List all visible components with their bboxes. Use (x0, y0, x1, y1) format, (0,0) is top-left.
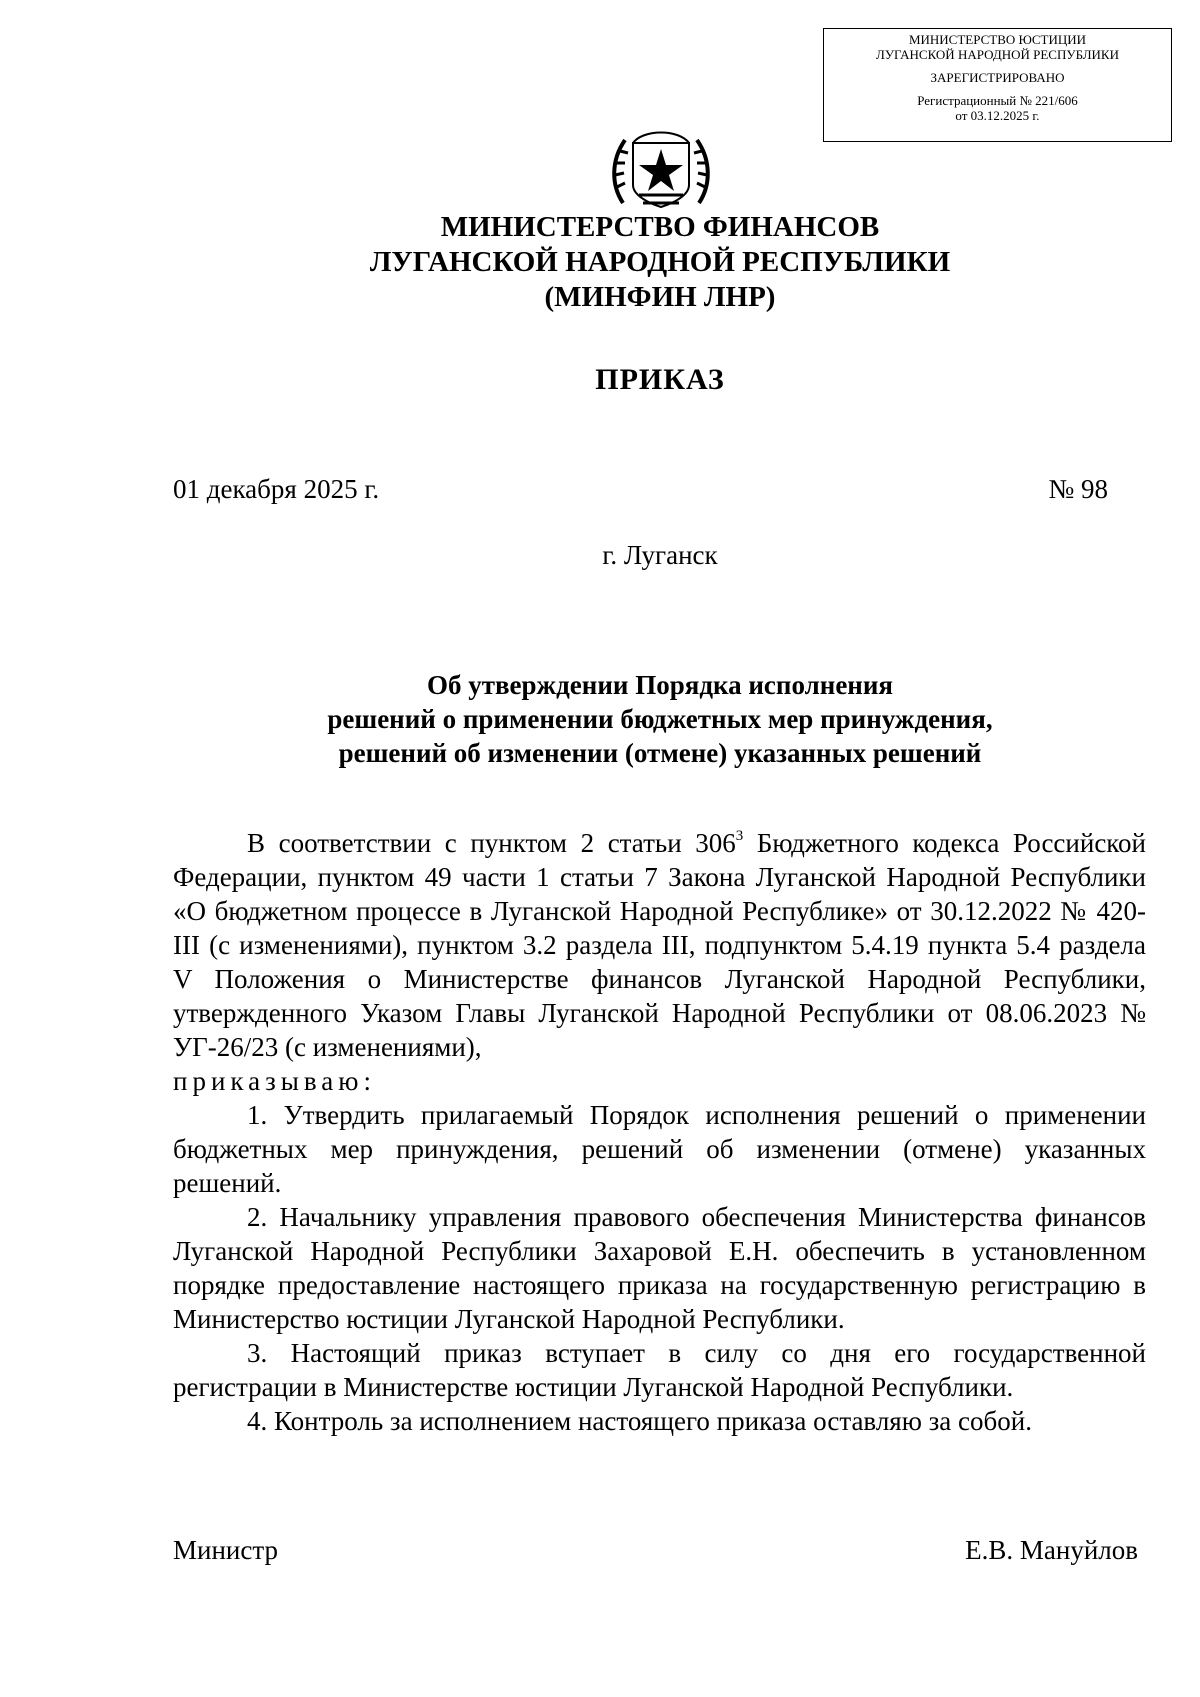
order-item-2: 2. Начальнику управления правового обеспечения Министерства финансов Луганской Народной Республики Захаровой Е.Н. обеспечить в установленном порядке предоставление настоящего приказа на государственную регистрацию в Министерство юстиции Луганской Народной Республики. (173, 1202, 1146, 1334)
order-subject (0, 668, 1200, 770)
registration-stamp (823, 28, 1172, 142)
header-line-2: ЛУГАНСКОЙ НАРОДНОЙ РЕСПУБЛИКИ (369, 246, 951, 278)
stamp-line-1: МИНИСТЕРСТВО ЮСТИЦИИ (908, 32, 1087, 47)
ministry-header (0, 210, 1200, 315)
stamp-status: ЗАРЕГИСТРИРОВАНО (930, 70, 1065, 85)
header-line-1: МИНИСТЕРСТВО ФИНАНСОВ (440, 211, 880, 243)
subject-line-2: решений о применении бюджетных мер принуждения, (327, 704, 993, 734)
subject-line-3: решений об изменении (отмене) указанных решений (338, 738, 982, 768)
order-city: г. Луганск (602, 540, 718, 570)
order-item-1: 1. Утвердить прилагаемый Порядок исполнения решений о применении бюджетных мер принуждения, решений об изменении (отмене) указанных решений. (173, 1100, 1146, 1198)
order-item-4: 4. Контроль за исполнением настоящего приказа оставляю за собой. (247, 1406, 1032, 1436)
stamp-reg-number: Регистрационный № 221/606 (917, 93, 1078, 108)
signatory-position: Министр (173, 1535, 278, 1565)
document-type-title: ПРИКАЗ (595, 363, 725, 396)
order-item-3: 3. Настоящий приказ вступает в силу со дня его государственной регистрации в Министерстве юстиции Луганской Народной Республики. (173, 1338, 1146, 1402)
article-superscript: 3 (735, 828, 744, 844)
preamble-part-1: В соответствии с пунктом 2 статьи 306 (247, 828, 736, 858)
coat-of-arms-icon (603, 125, 719, 213)
order-number: № 98 (1048, 474, 1108, 504)
preamble-paragraph (173, 826, 1146, 1064)
signatory-name: Е.В. Мануйлов (965, 1535, 1138, 1565)
order-word: приказываю: (173, 1066, 376, 1096)
order-body (173, 826, 1146, 1438)
stamp-reg-date: от 03.12.2025 г. (955, 108, 1040, 123)
stamp-line-2: ЛУГАНСКОЙ НАРОДНОЙ РЕСПУБЛИКИ (876, 47, 1119, 62)
preamble-part-2: Бюджетного кодекса Российской Федерации, пунктом 49 части 1 статьи 7 Закона Луганской Народной Республики «О бюджетном процессе в Луганской Народной Республике» от 30.12.2022 № 420-III (с изменениями), пунктом 3.2 раздела III, подпунктом 5.4.19 пункта 5.4 раздела V Положения о Министерстве финансов Луганской Народной Республики, утвержденного Указом Главы Луганской Народной Республики от 08.06.2023 № УГ-26/23 (с изменениями), (173, 828, 1146, 1062)
order-date: 01 декабря 2025 г. (173, 474, 380, 504)
subject-line-1: Об утверждении Порядка исполнения (426, 670, 894, 700)
header-line-3: (МИНФИН ЛНР) (544, 281, 776, 313)
